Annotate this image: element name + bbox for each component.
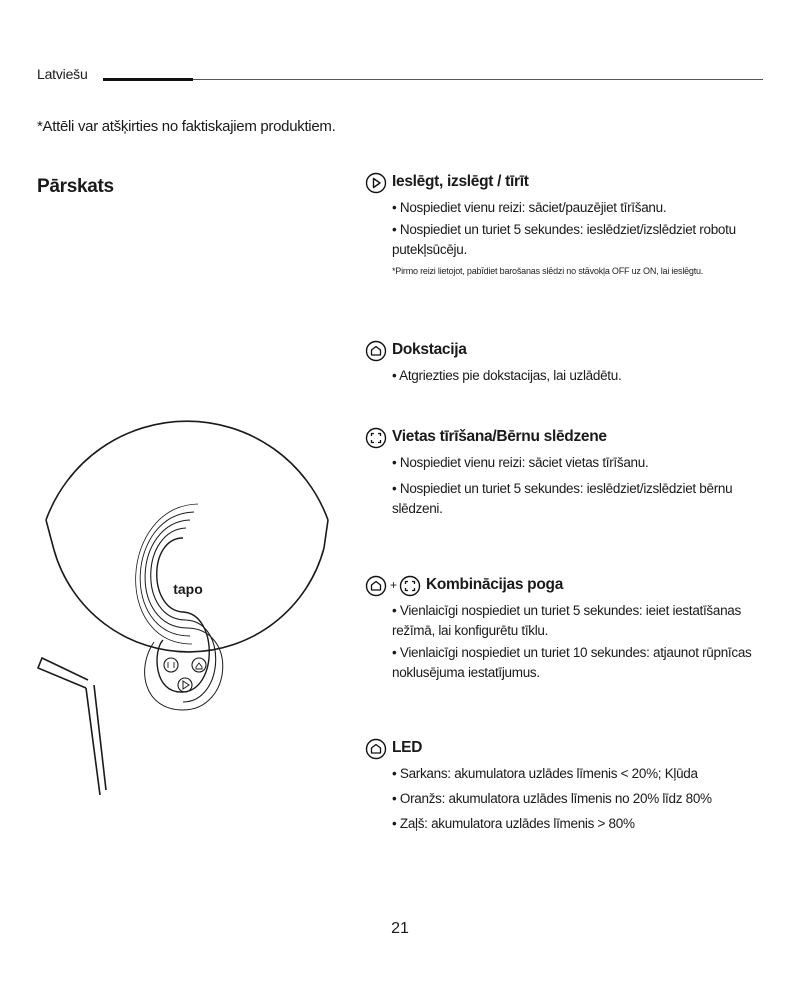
bullet-item: • Vienlaicīgi nospiediet un turiet 5 sekundes: ieiet iestatīšanas režīmā, lai konfigurētu tīklu. <box>392 603 741 638</box>
robot-logo: tapo <box>173 581 203 597</box>
spot-clean-icon <box>399 575 421 597</box>
section-title: Ieslēgt, izslēgt / tīrīt <box>392 173 529 190</box>
section-title: Dokstacija <box>392 341 467 358</box>
page-title: Pārskats <box>37 176 114 197</box>
home-icon <box>365 738 387 760</box>
bullet-item: • Zaļš: akumulatora uzlādes līmenis > 80% <box>392 816 635 831</box>
bullet-item: • Nospiediet vienu reizi: sāciet/pauzējiet tīrīšanu. <box>392 200 667 215</box>
section-dock <box>365 340 775 388</box>
disclaimer-text: *Attēli var atšķirties no faktiskajiem produktiem. <box>37 118 336 135</box>
bullet-item: • Sarkans: akumulatora uzlādes līmenis < 20%; Kļūda <box>392 766 698 781</box>
bullet-item: • Nospiediet un turiet 5 sekundes: ieslēdziet/izslēdziet bērnu slēdzeni. <box>392 481 733 516</box>
section-led <box>365 738 775 836</box>
spot-clean-icon <box>365 427 387 449</box>
header-rule-accent <box>103 78 193 81</box>
bullet-item: • Vienlaicīgi nospiediet un turiet 10 sekundes: atjaunot rūpnīcas noklusējuma iestatījumus. <box>392 645 752 680</box>
bullet-item: • Atgriezties pie dokstacijas, lai uzlādētu. <box>392 368 622 383</box>
bullet-item: • Nospiediet un turiet 5 sekundes: ieslēdziet/izslēdziet robotu putekļsūcēju. <box>392 222 736 257</box>
home-icon <box>365 340 387 362</box>
bullet-item: • Oranžs: akumulatora uzlādes līmenis no 20% līdz 80% <box>392 791 712 806</box>
header-rule <box>193 79 763 80</box>
section-spot-clean <box>365 427 775 521</box>
section-title: Vietas tīrīšana/Bērnu slēdzene <box>392 428 607 445</box>
plus-sign: + <box>390 578 398 592</box>
page-number: 21 <box>391 920 409 937</box>
footnote: *Pirmo reizi lietojot, pabīdiet barošanas slēdzi no stāvokļa OFF uz ON, lai ieslēgtu. <box>392 266 704 276</box>
section-power-clean <box>365 172 775 276</box>
language-label: Latviešu <box>37 66 88 82</box>
section-title: LED <box>392 739 423 756</box>
language-header <box>37 66 763 86</box>
play-icon <box>365 172 387 194</box>
section-combination-button <box>365 575 775 685</box>
home-icon <box>365 575 387 597</box>
bullet-item: • Nospiediet vienu reizi: sāciet vietas tīrīšanu. <box>392 455 649 470</box>
section-title: Kombinācijas poga <box>426 576 564 593</box>
robot-vacuum-illustration <box>28 290 338 810</box>
